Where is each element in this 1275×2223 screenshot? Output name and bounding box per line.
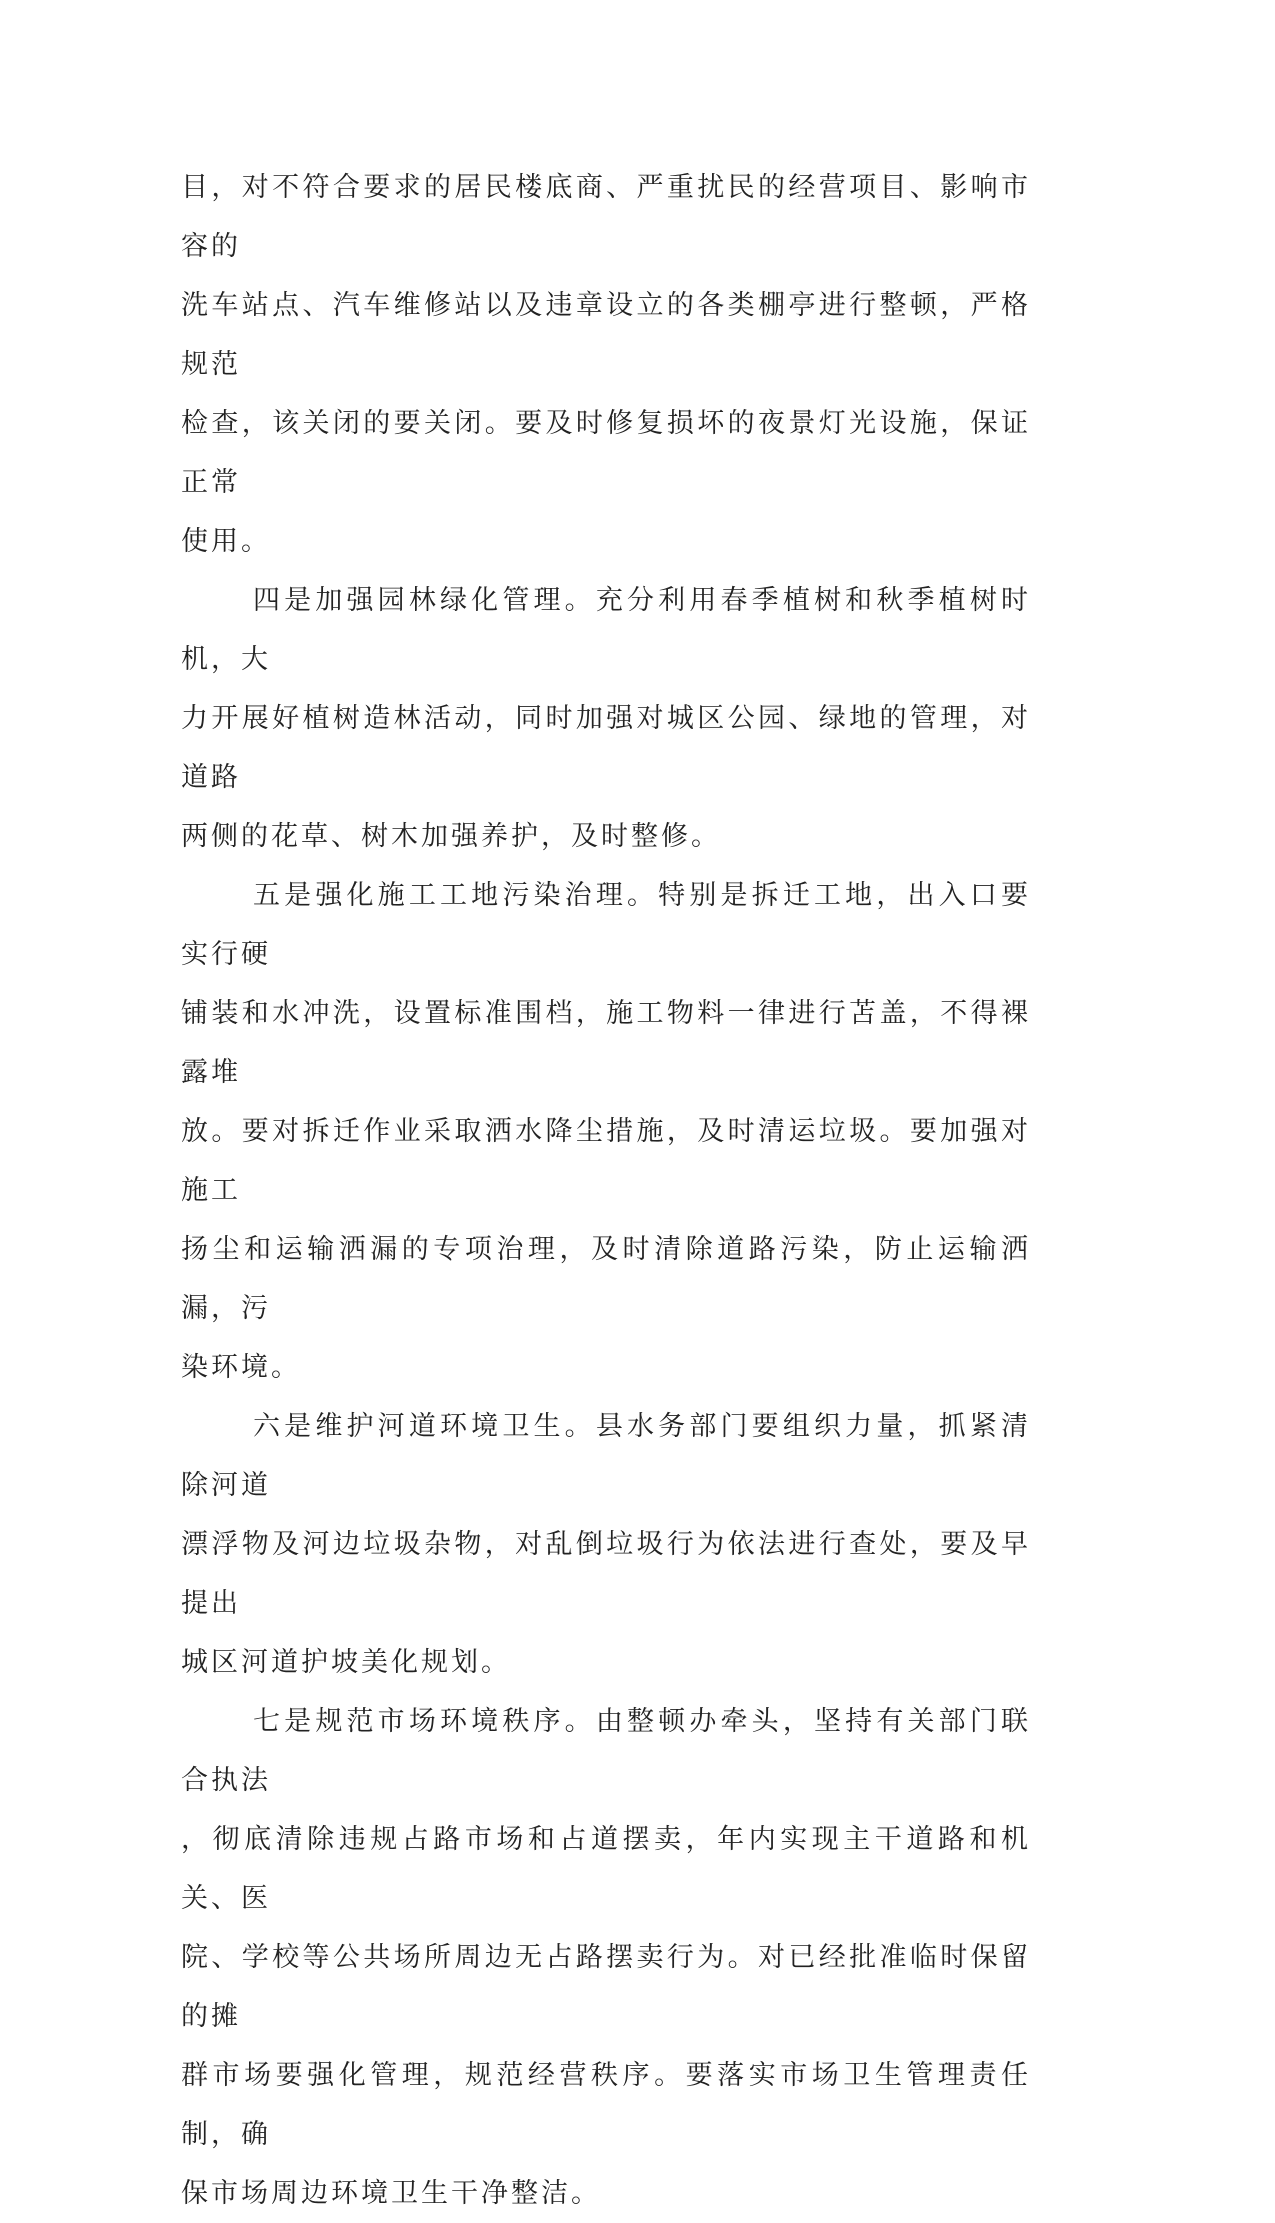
text-line: 漂浮物及河边垃圾杂物，对乱倒垃圾行为依法进行查处，要及早提出	[181, 1529, 1031, 1619]
text-line: 洗车站点、汽车维修站以及违章设立的各类棚亭进行整顿，严格规范	[181, 290, 1031, 380]
text-line: 七是规范市场环境秩序。由整顿办牵头，坚持有关部门联合执法	[181, 1706, 1031, 1796]
text-line: 染环境。	[181, 1352, 301, 1383]
text-line: 六是维护河道环境卫生。县水务部门要组织力量，抓紧清除河道	[181, 1411, 1031, 1501]
text-line: 使用。	[181, 526, 271, 557]
text-line: 城区河道护坡美化规划。	[181, 1647, 511, 1678]
paragraph-landscaping	[181, 571, 1031, 866]
text-line: 四是加强园林绿化管理。充分利用春季植树和秋季植树时机，大	[181, 585, 1031, 675]
text-line: 五是强化施工工地污染治理。特别是拆迁工地，出入口要实行硬	[181, 880, 1031, 970]
paragraph-market-order	[181, 1692, 1031, 2223]
text-line: 两侧的花草、树木加强养护，及时整修。	[181, 821, 721, 852]
document-body	[181, 158, 1031, 2223]
text-line: 放。要对拆迁作业采取洒水降尘措施，及时清运垃圾。要加强对施工	[181, 1116, 1031, 1206]
text-line: 群市场要强化管理，规范经营秩序。要落实市场卫生管理责任制，确	[181, 2060, 1031, 2150]
text-line: 力开展好植树造林活动，同时加强对城区公园、绿地的管理，对道路	[181, 703, 1031, 793]
paragraph-street-rectification	[181, 158, 1031, 571]
text-line: ，彻底清除违规占路市场和占道摆卖，年内实现主干道路和机关、医	[181, 1824, 1031, 1914]
text-line: 保市场周边环境卫生干净整洁。	[181, 2178, 601, 2209]
text-line: 目，对不符合要求的居民楼底商、严重扰民的经营项目、影响市容的	[181, 172, 1031, 262]
paragraph-river-sanitation	[181, 1397, 1031, 1692]
text-line: 院、学校等公共场所周边无占路摆卖行为。对已经批准临时保留的摊	[181, 1942, 1031, 2032]
paragraph-construction-pollution	[181, 866, 1031, 1397]
text-line: 检查，该关闭的要关闭。要及时修复损坏的夜景灯光设施，保证正常	[181, 408, 1031, 498]
text-line: 扬尘和运输洒漏的专项治理，及时清除道路污染，防止运输洒漏，污	[181, 1234, 1031, 1324]
text-line: 铺装和水冲洗，设置标准围档，施工物料一律进行苫盖，不得裸露堆	[181, 998, 1031, 1088]
